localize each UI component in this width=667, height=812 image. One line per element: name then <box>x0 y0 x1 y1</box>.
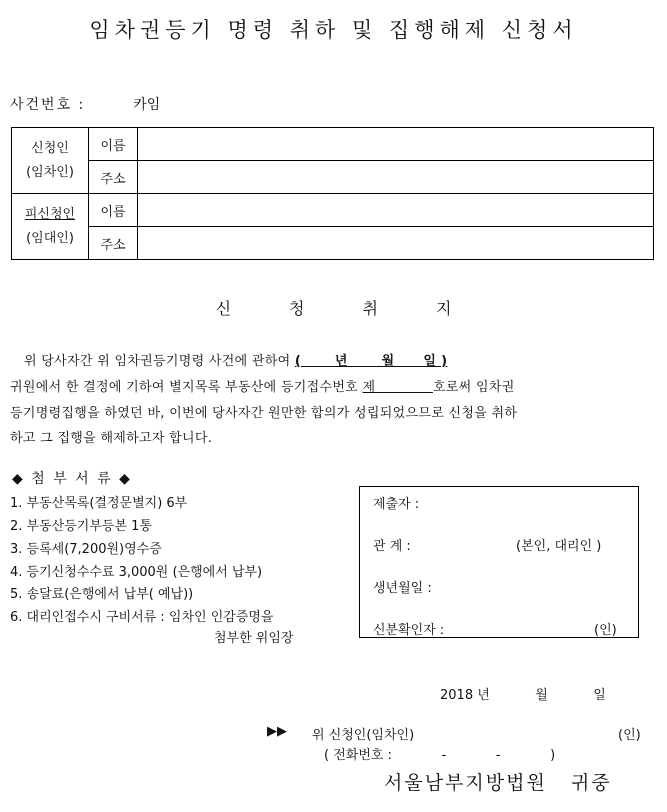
registration-number-blank: 제 <box>362 380 433 395</box>
body-line-1 <box>24 350 447 369</box>
date-blank: ( 년 월 일 ) <box>294 354 448 369</box>
verifier-label: 신분확인자 : <box>373 623 445 638</box>
applicant-address-label: 주소 <box>89 161 138 194</box>
body-line-3: 등기명령집행을 하였던 바, 이번에 당사자간 원만한 합의가 성립되었으므로 신청을 취하 <box>10 406 518 421</box>
body-line-2 <box>10 376 515 395</box>
attachment-item: 6. 대리인접수시 구비서류 : 임차인 인감증명을 <box>10 610 274 625</box>
party-table <box>11 127 654 260</box>
section-title-char: 청 <box>289 299 305 318</box>
verifier-seal: (인) <box>594 623 617 638</box>
court-name: 서울남부지방법원 귀중 <box>384 772 612 794</box>
body-text: 위 당사자간 위 임차권등기명령 사건에 관하여 <box>24 354 295 369</box>
attachments-heading: ◆ 첨 부 서 류 ◆ <box>12 471 132 487</box>
submitter-box <box>359 486 639 638</box>
respondent-role-sub: (임대인) <box>26 230 74 246</box>
applicant-role <box>12 128 89 194</box>
applicant-name-field[interactable] <box>138 128 654 161</box>
section-title-char: 신 <box>215 299 232 318</box>
phone-number-line: ( 전화번호 : - - ) <box>324 748 556 763</box>
respondent-role <box>12 194 89 260</box>
attachment-item: 2. 부동산등기부등본 1통 <box>10 519 152 534</box>
arrow-marker: ▶▶ <box>267 724 287 739</box>
attachment-item-continued: 첨부한 위임장 <box>214 631 294 646</box>
submitter-label: 제출자 : <box>373 497 420 512</box>
respondent-address-label: 주소 <box>89 227 138 260</box>
section-title-char: 지 <box>435 299 452 318</box>
respondent-role-title: 피신청인 <box>24 206 76 222</box>
applicant-seal: (인) <box>618 728 641 743</box>
case-number-label: 사건번호 : <box>10 97 86 113</box>
respondent-name-field[interactable] <box>138 194 654 227</box>
birthdate-label: 생년월일 : <box>373 581 432 596</box>
applicant-signature-line: 위 신청인(임차인) <box>312 728 415 743</box>
section-title <box>0 296 667 319</box>
filing-date: 2018 년 월 일 <box>440 688 606 703</box>
case-number <box>10 94 160 114</box>
body-line-4: 하고 그 집행을 해제하고자 합니다. <box>10 431 213 446</box>
respondent-address-field[interactable] <box>138 227 654 260</box>
body-text: 호로써 임차권 <box>432 380 515 395</box>
attachment-item: 3. 등록세(7,200원)영수증 <box>10 542 162 557</box>
attachment-item: 5. 송달료(은행에서 납부( 예납)) <box>10 587 194 602</box>
relation-label: 관 계 : <box>373 539 411 554</box>
attachment-item: 1. 부동산목록(결정문별지) 6부 <box>10 496 188 511</box>
attachment-item: 4. 등기신청수수료 3,000원 (은행에서 납부) <box>10 565 263 580</box>
relation-options: (본인, 대리인 ) <box>516 539 602 554</box>
applicant-role-sub: (임차인) <box>26 164 74 180</box>
document-title: 임차권등기 명령 취하 및 집행해제 신청서 <box>89 18 578 42</box>
respondent-name-label: 이름 <box>89 194 138 227</box>
section-title-char: 취 <box>362 299 378 318</box>
applicant-name-label: 이름 <box>89 128 138 161</box>
body-text: 귀원에서 한 결정에 기하여 별지목록 부동산에 등기접수번호 <box>10 380 363 395</box>
case-number-value: 카임 <box>133 97 161 113</box>
applicant-address-field[interactable] <box>138 161 654 194</box>
applicant-role-title: 신청인 <box>31 140 69 156</box>
